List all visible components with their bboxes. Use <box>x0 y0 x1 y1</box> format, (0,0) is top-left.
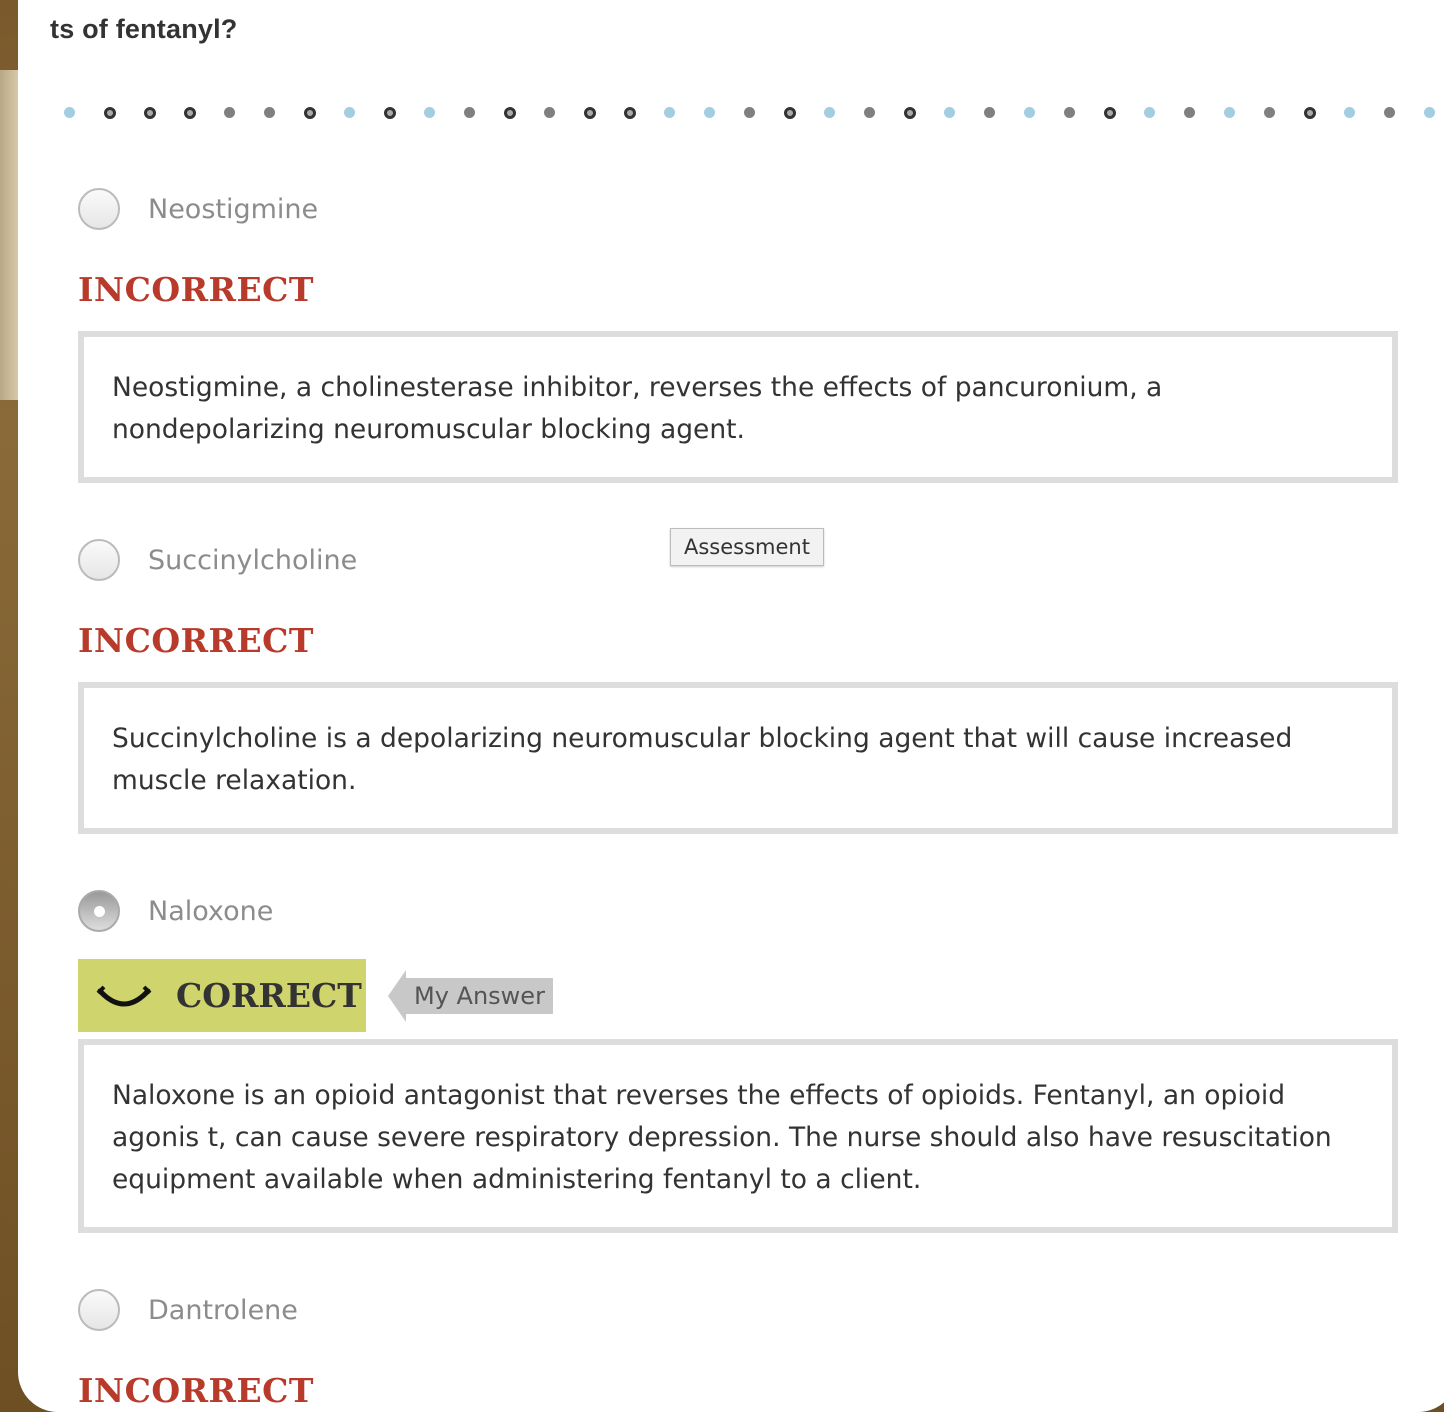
progress-dot-blue[interactable] <box>344 107 355 118</box>
progress-dot-blue[interactable] <box>664 107 675 118</box>
progress-dot-gray[interactable] <box>464 107 475 118</box>
progress-dot-blue[interactable] <box>1424 107 1435 118</box>
progress-dot-blue[interactable] <box>1144 107 1155 118</box>
progress-dot-ring[interactable] <box>624 107 636 119</box>
progress-dot-gray[interactable] <box>1264 107 1275 118</box>
progress-dot-ring[interactable] <box>184 107 196 119</box>
progress-dot-ring[interactable] <box>144 107 156 119</box>
option-label: Neostigmine <box>148 193 319 225</box>
tooltip: Assessment <box>670 528 824 566</box>
rationale-box: Succinylcholine is a depolarizing neuromuscular blocking agent that will cause increased muscle relaxation. <box>78 682 1398 834</box>
progress-dot-gray[interactable] <box>224 107 235 118</box>
progress-dot-blue[interactable] <box>424 107 435 118</box>
progress-dot-blue[interactable] <box>824 107 835 118</box>
smile-icon <box>96 983 152 1009</box>
progress-dot-gray[interactable] <box>744 107 755 118</box>
progress-dot-ring[interactable] <box>784 107 796 119</box>
arrow-left-icon <box>388 970 406 1022</box>
progress-dot-gray[interactable] <box>864 107 875 118</box>
radio-button[interactable] <box>78 539 120 581</box>
question-text: ts of fentanyl? <box>50 14 238 44</box>
progress-dot-gray[interactable] <box>1184 107 1195 118</box>
progress-dot-gray[interactable] <box>544 107 555 118</box>
progress-dot-blue[interactable] <box>64 107 75 118</box>
option-label: Succinylcholine <box>148 544 358 576</box>
radio-button-selected[interactable] <box>78 890 120 932</box>
progress-dot-ring[interactable] <box>1304 107 1316 119</box>
option-label: Naloxone <box>148 895 274 927</box>
progress-dot-blue[interactable] <box>1024 107 1035 118</box>
progress-dot-blue[interactable] <box>944 107 955 118</box>
progress-dot-gray[interactable] <box>1384 107 1395 118</box>
option-dantrolene[interactable] <box>78 1289 298 1331</box>
correct-badge <box>78 959 366 1032</box>
incorrect-label: INCORRECT <box>78 270 314 309</box>
progress-dot-ring[interactable] <box>504 107 516 119</box>
background-image <box>0 70 18 400</box>
radio-button[interactable] <box>78 188 120 230</box>
progress-dot-gray[interactable] <box>1064 107 1075 118</box>
question-card <box>18 0 1444 1412</box>
option-naloxone[interactable] <box>78 890 273 932</box>
progress-dot-ring[interactable] <box>104 107 116 119</box>
progress-dot-gray[interactable] <box>264 107 275 118</box>
progress-dot-ring[interactable] <box>584 107 596 119</box>
correct-label: CORRECT <box>176 976 362 1015</box>
rationale-box: Naloxone is an opioid antagonist that reverses the effects of opioids. Fentanyl, an opioid agonis t, can cause severe respiratory depression. The nurse should also have resuscitation equipment available when administering fentanyl to a client. <box>78 1039 1398 1233</box>
option-succinylcholine[interactable] <box>78 539 357 581</box>
progress-dot-blue[interactable] <box>1224 107 1235 118</box>
progress-dot-ring[interactable] <box>1104 107 1116 119</box>
progress-dot-ring[interactable] <box>384 107 396 119</box>
radio-button[interactable] <box>78 1289 120 1331</box>
rationale-box: Neostigmine, a cholinesterase inhibitor, reverses the effects of pancuronium, a nondepolarizing neuromuscular blocking agent. <box>78 331 1398 483</box>
progress-dot-gray[interactable] <box>984 107 995 118</box>
option-neostigmine[interactable] <box>78 188 318 230</box>
progress-dot-ring[interactable] <box>304 107 316 119</box>
progress-dot-blue[interactable] <box>1344 107 1355 118</box>
incorrect-label: INCORRECT <box>78 1371 314 1410</box>
progress-dot-blue[interactable] <box>704 107 715 118</box>
my-answer-tag <box>388 971 553 1021</box>
incorrect-label: INCORRECT <box>78 621 314 660</box>
my-answer-label: My Answer <box>406 978 553 1014</box>
progress-dot-ring[interactable] <box>904 107 916 119</box>
option-label: Dantrolene <box>148 1294 298 1326</box>
